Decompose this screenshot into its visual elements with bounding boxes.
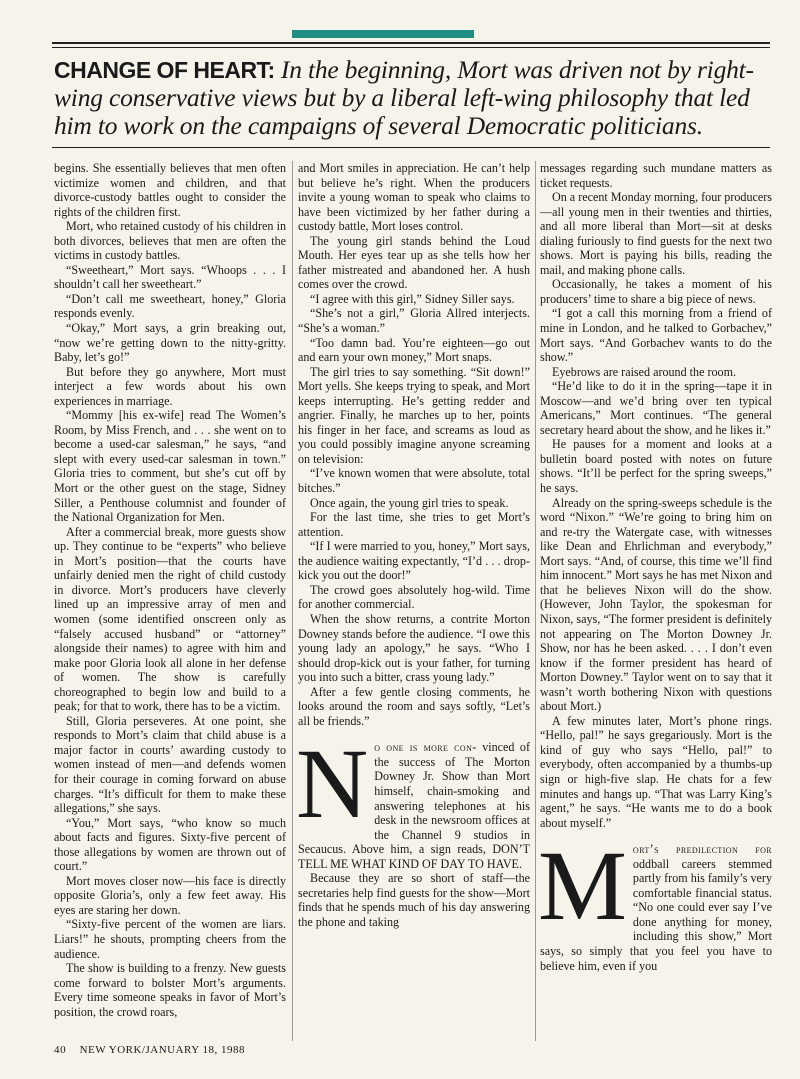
headline-kicker: CHANGE OF HEART: (54, 57, 275, 83)
paragraph: A few minutes later, Mort’s phone rings. “Hello, pal!” he says gregariously. Mort is the kind of guy who says “Hello, pal!” to everybody, often accompanied by a thumbs-up sign or high-five slap. He chats for a few minutes and hangs up. “That was Larry King’s agent,” he says. “He wants me to do a book about myself.” (540, 713, 772, 830)
dropcap-paragraph: oddball careers stemmed partly from his family’s very comfortable financial status. “No one could ever say I’ve done anything for money, including this show,” Mort says, so simply that you feel you have to believe him, even if you (540, 856, 772, 973)
top-accent-bar (292, 30, 474, 38)
drop-cap: N (296, 728, 369, 840)
page-footer (54, 1044, 245, 1056)
top-rule-thin (52, 47, 770, 48)
paragraph: For the last time, she tries to get Mort’s attention. (298, 510, 530, 539)
article-column-1 (54, 161, 286, 1019)
paragraph: “Okay,” Mort says, a grin breaking out, “now we’re getting down to the nitty-gritty. Baby, let’s go!” (54, 321, 286, 365)
paragraph: and Mort smiles in appreciation. He can’t help but believe he’s right. When the producers invite a young woman to speak who claims to have been victimized by her father during a custody battle, Mort loses control. (298, 161, 530, 234)
paragraph: “Sweetheart,” Mort says. “Whoops . . . I shouldn’t call her sweetheart.” (54, 262, 286, 292)
paragraph: “Too damn bad. You’re eighteen—go out and earn your own money,” Mort snaps. (298, 335, 530, 365)
dropcap-paragraph: vinced of the success of The Morton Downey Jr. Show than Mort himself, chain-smoking and answering telephones at his desk in the newsroom offices at the Channel 9 studios in Secaucus. Above him, a sign reads, DON’T TELL ME WHAT KIND OF DAY TO HAVE. (298, 740, 530, 871)
paragraph: Once again, the young girl tries to speak. (310, 495, 509, 510)
paragraph: “He’d like to do it in the spring—tape it in Moscow—and we’d bring over ten typical Americans,” Mort continues. “The general secretary heard about the show, and he likes it.” (540, 379, 772, 437)
paragraph: Still, Gloria perseveres. At one point, she responds to Mort’s claim that child abuse is a major factor in courts’ awarding custody to women instead of men—and defends women for their courage in coming forward on abuse charges. “It’s difficult for them to make these allegations,” she says. (54, 713, 286, 816)
column-divider (292, 161, 293, 1041)
paragraph: Mort moves closer now—his face is directly opposite Gloria’s, only a few feet away. His eyes are staring her down. (54, 873, 286, 917)
column-divider (535, 161, 536, 1041)
paragraph: But before they go anywhere, Mort must interject a few words about his own experiences in marriage. (54, 364, 286, 408)
dropcap-lead: ort’s predilection for (632, 842, 772, 857)
paragraph: Mort, who retained custody of his children in both divorces, believes that men are often the victims in custody battles. (54, 219, 286, 263)
paragraph: The crowd goes absolutely hog-wild. Time for another commercial. (298, 582, 530, 612)
paragraph: “If I were married to you, honey,” Mort says, the audience waiting expectantly, “I’d . . . drop-kick you out the door!” (298, 539, 530, 583)
drop-cap: M (538, 830, 627, 942)
paragraph: After a commercial break, more guests show up. They continue to be “experts” who believe in Mort’s position—that the courts have unfairly denied men the right of child custody in divorce. Mort’s producers have cleverly lined up an impressive array of men and women (some identified onscreen only as “falsely accused husband” or “attorney” alongside their names) to agree with him and make poor Gloria look all alone in her defense of women. The show is carefully choreographed to begin low and build to a peak; for that to work, there has to be a victim. (54, 524, 286, 714)
paragraph: “Sixty-five percent of the women are liars. Liars!” he shouts, prompting cheers from the audience. (54, 917, 286, 961)
paragraph: “I agree with this girl,” Sidney Siller says. (310, 291, 515, 306)
paragraph: Already on the spring-sweeps schedule is the word “Nixon.” “We’re going to bring him on and re-try the Watergate case, with witnesses like Dean and Ehrlichman and everybody,” Mort says. “And, of course, this time we’ll find him innocent.” Mort says he has met Nixon and that he believes Nixon will do the show. (However, John Taylor, the spokesman for Nixon, says, “The former president is definitely not appearing on The Morton Downey Jr. Show, nor has he been asked. . . . I don’t even know if the former president has heard of Morton Downey.” Taylor went on to say that it wasn’t worth bothering Nixon with questions about Mort.) (540, 495, 772, 714)
paragraph: messages regarding such mundane matters as ticket requests. (540, 161, 772, 190)
paragraph: Because they are so short of staff—the secretaries help find guests for the show—Mort finds that he spends much of his day answering the phone and taking (298, 871, 530, 929)
paragraph: After a few gentle closing comments, he looks around the room and says softly, “Let’s all be friends.” (298, 684, 530, 728)
magazine-dateline: NEW YORK/JANUARY 18, 1988 (79, 1044, 246, 1056)
article-column-2 (298, 161, 530, 929)
article-column-3 (540, 161, 772, 973)
page-number: 40 (54, 1044, 67, 1056)
section-headline (54, 56, 766, 140)
paragraph: Occasionally, he takes a moment of his producers’ time to share a big piece of news. (540, 277, 772, 306)
paragraph: The young girl stands behind the Loud Mouth. Her eyes tear up as she tells how her father mistreated and abandoned her. A hush comes over the crowd. (298, 233, 530, 292)
paragraph: He pauses for a moment and looks at a bulletin board posted with notes on future shows. “It’ll be perfect for the spring sweeps,” he says. (540, 437, 772, 496)
paragraph: “I got a call this morning from a friend of mine in London, and he talked to Gorbachev,” Mort says. “And Gorbachev wants to do the show.” (540, 306, 772, 365)
paragraph: begins. She essentially believes that men often victimize women and children, and that divorce-custody battles ought to consider the rights of the children first. (54, 161, 286, 219)
top-rule (52, 42, 770, 44)
paragraph: “She’s not a girl,” Gloria Allred interjects. “She’s a woman.” (298, 306, 530, 336)
paragraph: On a recent Monday morning, four producers—all young men in their twenties and thirties, and all more liberal than Mort—sit at desks dialing furiously to find guests for the next two shows. Mort is paying his bills, reading the mail, and making phone calls. (540, 190, 772, 277)
section-break-dropcap-block (538, 830, 772, 973)
headline-deck: In the beginning, Mort was driven not by right-wing conservative views but by a liberal left-wing philosophy that led him to work on the campaigns of several Democratic politicians. (54, 55, 754, 140)
headline-rule (52, 147, 770, 148)
section-break-dropcap-block (296, 728, 530, 871)
paragraph: “You,” Mort says, “who know so much about facts and figures. Sixty-five percent of those allegations by women are thrown out of court.” (54, 815, 286, 874)
paragraph: “I’ve known women that were absolute, total bitches.” (298, 466, 530, 496)
dropcap-lead: o one is more con- (374, 740, 477, 755)
paragraph: When the show returns, a contrite Morton Downey stands before the audience. “I owe this young lady an apology,” he says. “Who I should drop-kick out is your father, for turning you into such a bitter, crass young lady.” (298, 611, 530, 685)
paragraph: The girl tries to say something. “Sit down!” Mort yells. She keeps trying to speak, and Mort keeps interrupting. He’s getting redder and angrier. Finally, he marches up to her, points his finger in her face, and screams as loud as you could possibly imagine anyone screaming on television: (298, 364, 530, 466)
paragraph: The show is building to a frenzy. New guests come forward to bolster Mort’s arguments. Every time someone speaks in favor of Mort’s position, the crowd roars, (54, 961, 286, 1019)
paragraph: “Don’t call me sweetheart, honey,” Gloria responds evenly. (54, 291, 286, 321)
paragraph: Eyebrows are raised around the room. (552, 364, 737, 379)
paragraph: “Mommy [his ex-wife] read The Women’s Room, by Miss French, and . . . she went on to become a used-car salesman,” he says, “and slept with every used-car salesman in town.” Gloria tries to comment, but she’s cut off by Mort or the other guest on the stage, Sidney Siller, a Penthouse columnist and founder of the National Organization for Men. (54, 408, 286, 525)
